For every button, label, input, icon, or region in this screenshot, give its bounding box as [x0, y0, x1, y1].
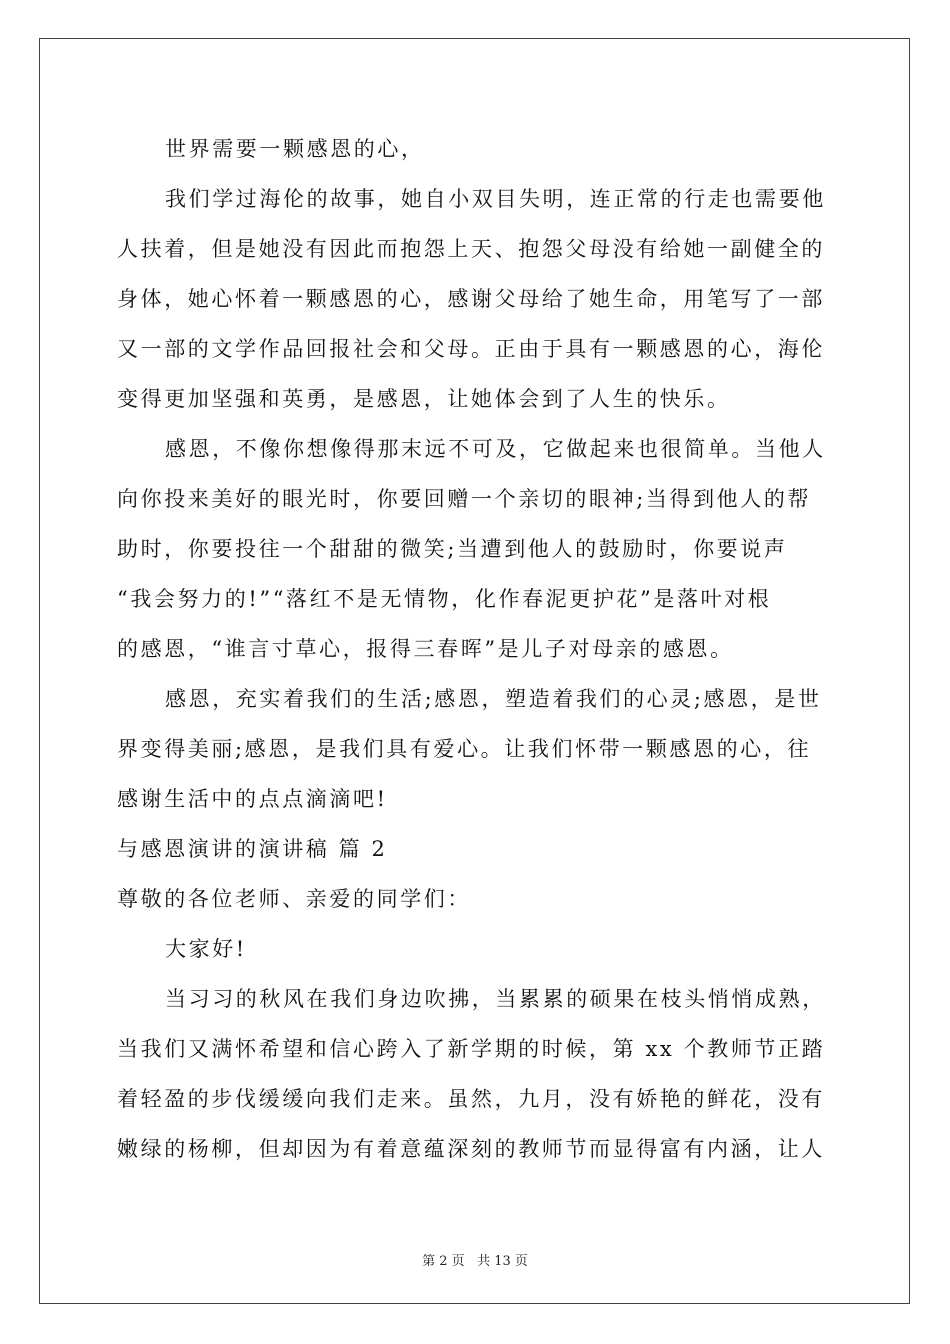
salutation: 尊敬的各位老师、亲爱的同学们： [117, 887, 471, 911]
text-line: 我们学过海伦的故事，她自小双目失明，连正常的行走也需要他 [165, 187, 826, 211]
paragraph-2 [117, 174, 833, 424]
page-total: 共 13 页 [477, 1254, 528, 1269]
page-footer [0, 1250, 950, 1269]
paragraph-1 [117, 124, 833, 174]
text-line: 感恩，不像你想像得那末远不可及，它做起来也很简单。当他人 [165, 437, 826, 461]
text-line: 当我们又满怀希望和信心跨入了新学期的时候，第 xx 个教师节正踏 [117, 1037, 826, 1061]
text-line: 大家好! [165, 937, 247, 961]
document-body [117, 124, 833, 1174]
text-line: 当习习的秋风在我们身边吹拂，当累累的硕果在枝头悄悄成熟， [165, 987, 826, 1011]
text-line: 着轻盈的步伐缓缓向我们走来。虽然，九月，没有娇艳的鲜花，没有 [117, 1087, 825, 1111]
text-line: “我会努力的!”“落红不是无情物，化作春泥更护花”是落叶对根 [117, 587, 772, 611]
text-line: 感恩，充实着我们的生活;感恩，塑造着我们的心灵;感恩，是世 [165, 687, 822, 711]
text-line: 助时，你要投往一个甜甜的微笑;当遭到他人的鼓励时，你要说声 [117, 537, 788, 561]
text-line: 的感恩，“谁言寸草心，报得三春晖”是儿子对母亲的感恩。 [117, 637, 734, 661]
paragraph-3 [117, 424, 833, 674]
text-line: 又一部的文学作品回报社会和父母。正由于具有一颗感恩的心，海伦 [117, 337, 825, 361]
text-line: 变得更加坚强和英勇，是感恩，让她体会到了人生的快乐。 [117, 387, 731, 411]
paragraph-5 [117, 974, 833, 1174]
text-line: 人扶着，但是她没有因此而抱怨上天、抱怨父母没有给她一副健全的 [117, 237, 825, 261]
text-line: 感谢生活中的点点滴滴吧! [117, 787, 388, 811]
greeting [117, 924, 833, 974]
section-title: 与感恩演讲的演讲稿 篇 2 [117, 837, 388, 861]
text-line: 界变得美丽;感恩，是我们具有爱心。让我们怀带一颗感恩的心，往 [117, 737, 812, 761]
page-number: 第 2 页 [422, 1254, 465, 1269]
text-line: 嫩绿的杨柳，但却因为有着意蕴深刻的教师节而显得富有内涵，让人 [117, 1137, 825, 1161]
text-line: 世界需要一颗感恩的心， [165, 137, 425, 161]
text-line: 向你投来美好的眼光时，你要回赠一个亲切的眼神;当得到他人的帮 [117, 487, 812, 511]
text-line: 身体，她心怀着一颗感恩的心，感谢父母给了她生命，用笔写了一部 [117, 287, 825, 311]
paragraph-4 [117, 674, 833, 824]
